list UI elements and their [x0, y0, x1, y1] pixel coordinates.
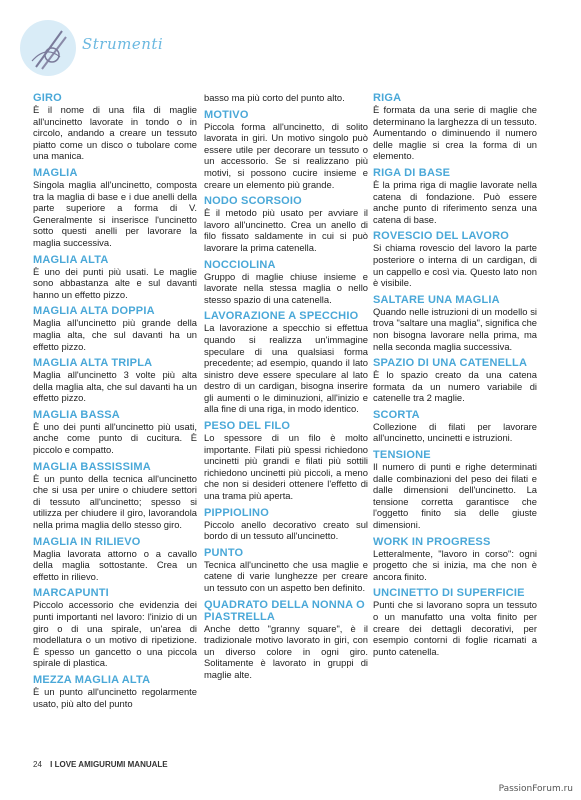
glossary-definition: Piccolo anello decorativo creato sul bordo di un tessuto all'uncinetto.	[204, 518, 368, 542]
glossary-entry	[33, 536, 197, 583]
glossary-entry	[204, 259, 368, 306]
glossary-term: MAGLIA ALTA DOPPIA	[33, 305, 155, 318]
glossary-definition: È formata da una serie di maglie che determinano la larghezza di un tessuto. Aumentando o diminuendo il numero delle maglie si crea la forma di un elemento.	[373, 104, 537, 162]
magazine-name: I LOVE AMIGURUMI MANUALE	[50, 760, 168, 769]
glossary-term: UNCINETTO DI SUPERFICIE	[373, 587, 525, 600]
glossary-definition: Maglia all'uncinetto più grande della maglia alta, che sul davanti ha un effetto pizzo.	[33, 317, 197, 352]
glossary-term: ROVESCIO DEL LAVORO	[373, 230, 510, 243]
glossary-definition: Maglia lavorata attorno o a cavallo della maglia sottostante. Crea un effetto in rilievo.	[33, 547, 197, 582]
glossary-definition: basso ma più corto del punto alto.	[204, 92, 345, 103]
glossary-definition: Anche detto "granny square", è il tradizionale motivo lavorato in giri, con un diverso colore in ogni giro. Solitamente è lavorato in gruppi di maglie alte.	[204, 622, 368, 680]
glossary-definition: È uno dei punti all'uncinetto più usati, anche come punto di cucitura. È piccolo e compatto.	[33, 420, 197, 456]
glossary-definition: Piccola forma all'uncinetto, di solito lavorata in giri. Un motivo singolo può essere utile per decorare un tessuto o un accessorio. Se si realizzano più motivi, si possono cucire insieme e creare un elemento più grande.	[204, 120, 368, 190]
glossary-entry	[204, 547, 368, 594]
glossary-entry	[204, 507, 368, 542]
glossary-definition: È la prima riga di maglie lavorate nella catena di fondazione. Può essere anche punto di riferimento senza una catena di base.	[373, 178, 537, 225]
glossary-term: MEZZA MAGLIA ALTA	[33, 673, 151, 686]
section-title: Strumenti	[82, 35, 164, 53]
column-2	[204, 92, 368, 686]
glossary-term: MAGLIA BASSISSIMA	[33, 460, 151, 473]
glossary-entry	[33, 305, 197, 352]
watermark: PassionForum.ru	[498, 784, 573, 794]
glossary-entry	[373, 409, 537, 444]
glossary-term: MAGLIA IN RILIEVO	[33, 535, 141, 548]
glossary-entry	[33, 461, 197, 531]
glossary-entry	[204, 599, 368, 681]
glossary-term: SCORTA	[373, 408, 420, 421]
glossary-term: SPAZIO DI UNA CATENELLA	[373, 357, 528, 370]
crochet-hooks-icon	[22, 21, 78, 77]
glossary-entry	[373, 587, 537, 657]
glossary-definition: La lavorazione a specchio si effettua quando si realizza un'immagine speculare di una qualsiasi forma precedente; ad esempio, quando il lato sinistro deve essere speculare al lato destro di un cardigan, bisogna inserire gli aumenti o le diminuzioni, all'inizio e alla fine di una riga, in modo identico.	[204, 322, 368, 415]
glossary-term: NOCCIOLINA	[204, 258, 276, 271]
glossary-definition: Si chiama rovescio del lavoro la parte posteriore o interna di un cardigan, di un cappello e così via. Questo lato non è visibile.	[373, 242, 537, 289]
glossary-entry	[373, 92, 537, 162]
glossary-definition: Punti che si lavorano sopra un tessuto o un manufatto una volta finito per creare dei dettagli decorativi, per esempio contorni di foglie ricamati a punto catenella.	[373, 599, 537, 657]
glossary-term: MAGLIA ALTA TRIPLA	[33, 357, 153, 370]
glossary-entry	[33, 92, 197, 162]
glossary-definition: Il numero di punti e righe determinati dalle combinazioni del peso dei filati e dalle dimensioni dell'uncinetto. La tensione corretta garantisce che l'oggetto finito sia delle giuste dimensioni.	[373, 461, 537, 531]
glossary-definition: Gruppo di maglie chiuse insieme e lavorate nella stessa maglia o nello stesso spazio di una catenella.	[204, 270, 368, 305]
glossary-entry	[204, 310, 368, 415]
glossary-entry	[33, 357, 197, 404]
glossary-definition: Tecnica all'uncinetto che usa maglie e catene di varie lunghezze per creare un tessuto con un aspetto ben definito.	[204, 558, 368, 593]
glossary-term: SALTARE UNA MAGLIA	[373, 293, 500, 306]
glossary-term: QUADRATO DELLA NONNA O PIASTRELLA	[204, 598, 365, 623]
glossary-definition: È uno dei punti più usati. Le maglie sono abbastanza alte e sul davanti hanno un effetto pizzo.	[33, 265, 197, 300]
glossary-term: MOTIVO	[204, 108, 249, 121]
glossary-entry	[373, 536, 537, 583]
glossary-definition: Singola maglia all'uncinetto, composta tra la maglia di base e i due anelli della parte superiore a forma di V. Generalmente si inserisce l'uncinetto sotto questi anelli per lavorare la maglia successiva.	[33, 178, 197, 248]
glossary-term: NODO SCORSOIO	[204, 195, 302, 208]
glossary-term: PIPPIOLINO	[204, 506, 269, 519]
glossary-entry	[204, 92, 368, 104]
glossary-term: GIRO	[33, 92, 62, 104]
glossary-entry	[204, 195, 368, 253]
column-1	[33, 92, 197, 714]
glossary-definition: Maglia all'uncinetto 3 volte più alta della maglia alta, che sul davanti ha un effetto pizzo.	[33, 369, 197, 404]
glossary-entry	[204, 109, 368, 191]
glossary-definition: È il nome di una fila di maglie all'uncinetto lavorate in tondo o in circolo, andando a creare un tessuto piatto come un disco o tubolare come una manica.	[33, 104, 197, 162]
glossary-definition: Collezione di filati per lavorare all'uncinetto, uncinetti e istruzioni.	[373, 420, 537, 444]
glossary-term: MARCAPUNTI	[33, 587, 109, 600]
page-number: 24	[33, 760, 42, 769]
glossary-term: PESO DEL FILO	[204, 420, 291, 433]
glossary-entry	[373, 357, 537, 404]
glossary-definition: È il metodo più usato per avviare il lavoro all'uncinetto. Crea un anello di filo fissato saldamente in cui si può lavorare la prima catenella.	[204, 207, 368, 253]
glossary-entry	[33, 587, 197, 669]
glossary-term: MAGLIA	[33, 166, 78, 179]
glossary-definition: Piccolo accessorio che evidenzia dei punti importanti nel lavoro: l'inizio di un giro o di una spirale, un'area di modellatura o un motivo di ripetizione. È spesso un gancetto o una piccola spirale di plastica.	[33, 599, 197, 669]
glossary-term: MAGLIA ALTA	[33, 253, 109, 266]
glossary-entry	[33, 674, 197, 709]
glossary-term: WORK IN PROGRESS	[373, 535, 491, 548]
glossary-definition: È lo spazio creato da una catena formata da un numero variabile di catenelle tra 2 maglie.	[373, 369, 537, 404]
glossary-entry	[373, 449, 537, 531]
column-3	[373, 92, 537, 662]
glossary-entry	[33, 254, 197, 301]
glossary-definition: Lo spessore di un filo è molto importante. Filati più spessi richiedono uncinetti più grandi e filati più sottili richiedono uncinetti più piccoli, a meno che non si desideri ottenere l'effetto di una trama più aperta.	[204, 432, 368, 502]
page-header	[10, 15, 210, 75]
glossary-definition: È un punto all'uncinetto regolarmente usato, più alto del punto	[33, 685, 197, 709]
glossary-term: PUNTO	[204, 546, 244, 559]
glossary-entry	[373, 230, 537, 288]
glossary-term: RIGA DI BASE	[373, 166, 451, 179]
glossary-entry	[373, 167, 537, 225]
glossary-entry	[373, 294, 537, 352]
glossary-entry	[33, 167, 197, 249]
glossary-definition: Letteralmente, "lavoro in corso": ogni progetto che si inizia, ma che non è ancora finito.	[373, 547, 537, 582]
glossary-entry	[33, 409, 197, 456]
page-footer	[33, 760, 168, 769]
glossary-entry	[204, 420, 368, 502]
glossary-term: MAGLIA BASSA	[33, 408, 120, 421]
glossary-term: RIGA	[373, 92, 402, 104]
glossary-term: LAVORAZIONE A SPECCHIO	[204, 310, 359, 323]
glossary-definition: Quando nelle istruzioni di un modello si trova "saltare una maglia", significa che non bisogna lavorare nella prima, ma nella seconda maglia successiva.	[373, 305, 537, 352]
glossary-term: TENSIONE	[373, 449, 431, 462]
glossary-definition: È un punto della tecnica all'uncinetto che si usa per unire o chiudere settori di tessuto all'uncinetto; spesso si utilizza per chiudere il giro, lavorandola nella prima maglia dello stesso giro.	[33, 472, 197, 531]
